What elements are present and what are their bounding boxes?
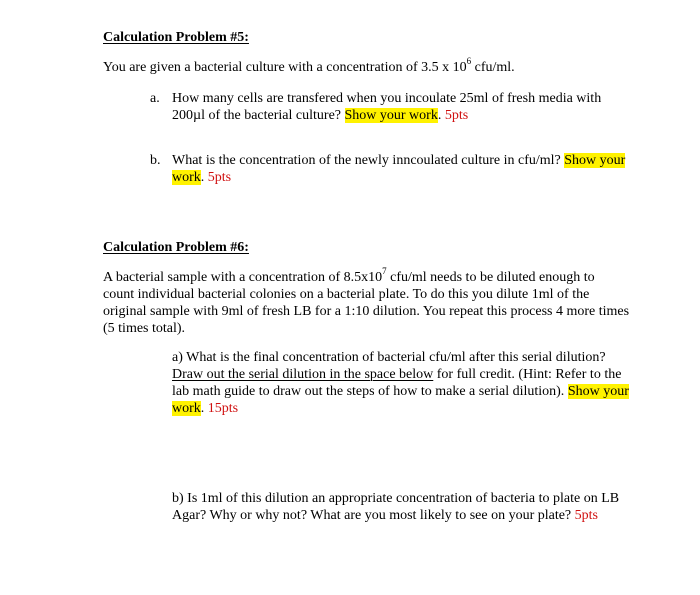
question-a-line-1: How many cells are transfered when you incoulate 25ml of fresh media with [172,91,602,106]
problem-5-intro: You are given a bacterial culture with a concentration of 3.5 x $10^6$ cfu/ml. [103,56,515,75]
question-b-marker: b. [150,153,161,168]
question-a-line-3: lab math guide to draw out the steps of how to make a serial dilution). Show your [172,384,629,399]
show-work-highlight: work [172,170,201,185]
problem-5-heading: Calculation Problem #5: [103,30,249,45]
intro-line-1: A bacterial sample with a concentration of $8.5x10^7$ cfu/ml needs to be diluted enough to [103,266,595,285]
show-work-highlight: Show your [567,384,629,399]
intro-line-3: original sample with 9ml of fresh LB for a 1:10 dilution. You repeat this process 4 more times [103,304,630,319]
show-work-highlight: Show your work [344,108,438,123]
question-a-line-2: Draw out the serial dilution in the space below for full credit. (Hint: Refer to the [172,367,622,382]
show-work-highlight: Show your [564,153,626,168]
points-label: 5pts [574,508,598,523]
points-label: 5pts [207,170,232,185]
question-a-line-2: 200µl of the bacterial culture? Show your work. 5pts [172,108,469,123]
question-b-line-2: work. 5pts [172,170,232,185]
problem-6-heading: Calculation Problem #6: [103,240,249,255]
show-work-highlight: work [172,401,201,416]
intro-line-2: count individual bacterial colonies on a bacterial plate. To do this you dilute 1ml of the [103,287,590,302]
intro-line-4: (5 times total). [103,321,186,336]
question-b-line-1: What is the concentration of the newly inncoulated culture in cfu/ml? Show your [172,153,626,168]
points-label: 5pts [444,108,469,123]
question-a-marker: a. [150,91,160,106]
points-label: 15pts [207,401,239,416]
question-a-line-1: a) What is the final concentration of bacterial cfu/ml after this serial dilution? [172,350,606,365]
question-b-line-2: Agar? Why or why not? What are you most likely to see on your plate? 5pts [172,508,598,523]
underlined-instruction: Draw out the serial dilution in the space below [172,367,434,382]
question-a-line-4: work. 15pts [172,401,239,416]
question-b-line-1: b) Is 1ml of this dilution an appropriate concentration of bacteria to plate on LB [172,491,620,506]
